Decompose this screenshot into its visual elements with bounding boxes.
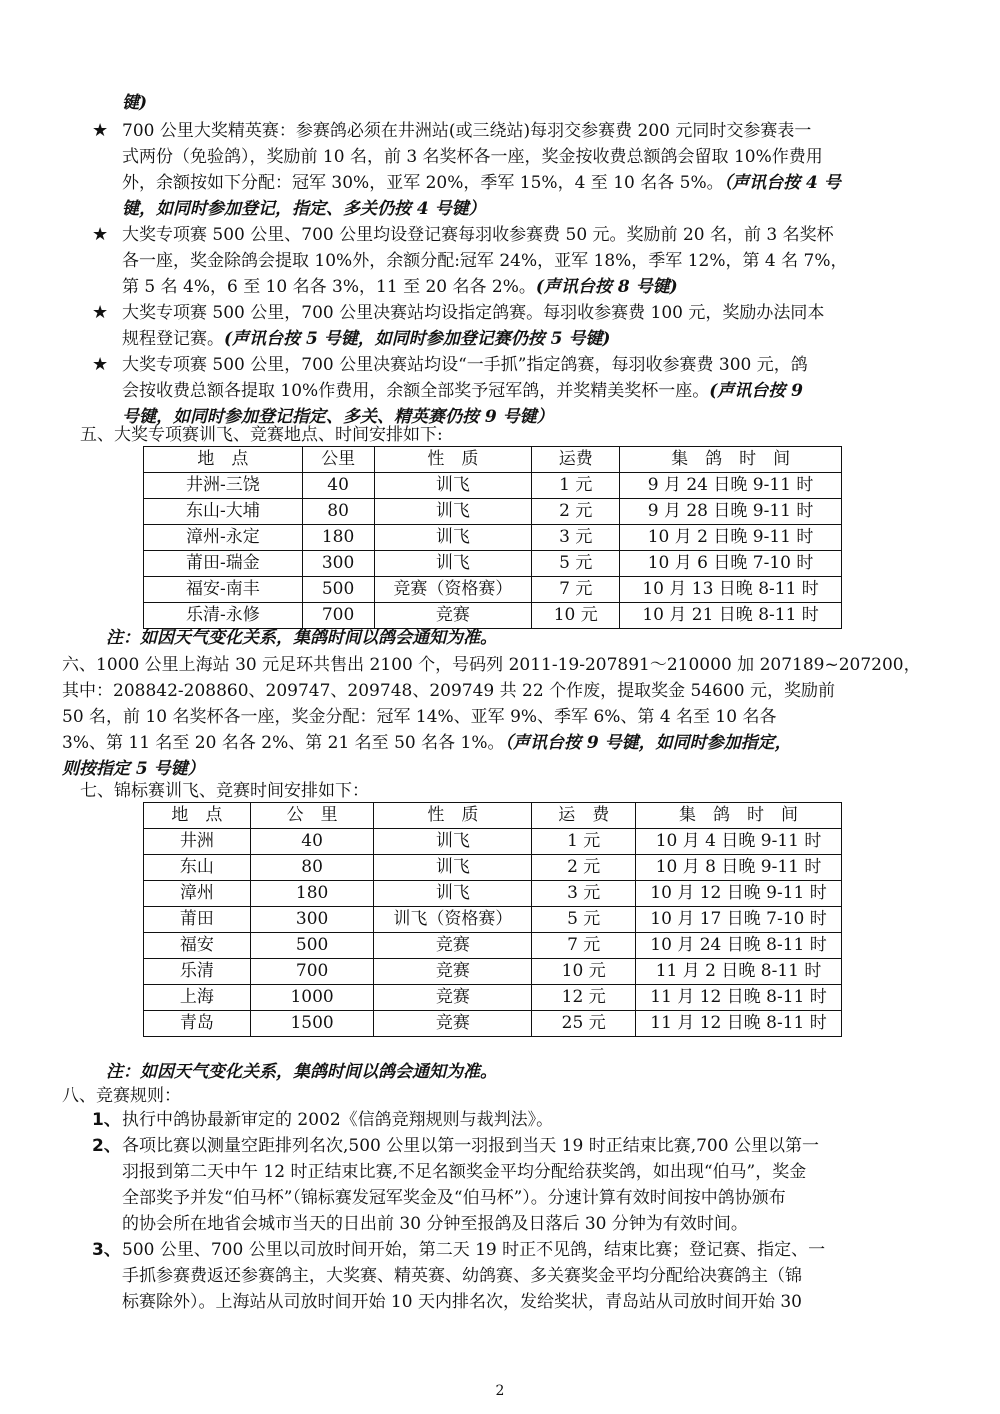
table-7-note: 注：如因天气变化关系，集鸽时间以鸽会通知为准。	[106, 1062, 497, 1082]
table-cell: 乐清	[144, 959, 251, 985]
table-row	[144, 603, 842, 629]
table-cell: 10 月 4 日晚 9-11 时	[636, 829, 842, 855]
table-cell: 井洲	[144, 829, 251, 855]
table-header-row	[144, 447, 842, 473]
table-row	[144, 499, 842, 525]
table-cell: 11 月 12 日晚 8-11 时	[636, 1011, 842, 1037]
table-cell: 3 元	[532, 525, 620, 551]
table-cell: 竞赛	[374, 985, 532, 1011]
table-cell: 3 元	[532, 881, 636, 907]
table-cell: 300	[302, 551, 374, 577]
table-cell: 竞赛	[374, 933, 532, 959]
table-cell: 500	[302, 577, 374, 603]
header-cell: 集 鸽 时 间	[636, 803, 842, 829]
table-cell: 7 元	[532, 577, 620, 603]
schedule-table-5	[143, 446, 842, 629]
table-cell: 5 元	[532, 907, 636, 933]
table-cell: 训飞	[374, 499, 532, 525]
section-6-line: 其中：208842-208860、209747、209748、209749 共 22 个作废，提取奖金 54600 元，奖励前	[62, 681, 835, 701]
rule-line: 500 公里、700 公里以司放时间开始，第二天 19 时正不见鸽，结束比赛；登记赛、指定、一	[122, 1240, 826, 1260]
table-cell: 10 月 6 日晚 7-10 时	[620, 551, 842, 577]
header-cell: 集 鸽 时 间	[620, 447, 842, 473]
table-cell: 1 元	[532, 829, 636, 855]
bullet-line: 式两份（免验鸽），奖励前 10 名，前 3 名奖杯各一座，奖金按收费总额鸽会留取 10%作费用	[122, 147, 823, 167]
table-row	[144, 525, 842, 551]
table-row	[144, 551, 842, 577]
table-header-row	[144, 803, 842, 829]
page-number: 2	[495, 1383, 505, 1399]
bullet-line: 大奖专项赛 500 公里、700 公里均设登记赛每羽收参赛费 50 元。奖励前 20 名，前 3 名奖杯	[122, 225, 834, 245]
section-6-line: 3%、第 11 名至 20 名各 2%、第 21 名至 50 名各 1%。（声讯台按 9 号键，如同时参加指定，	[62, 733, 792, 753]
table-row	[144, 933, 842, 959]
table-cell: 竞赛	[374, 959, 532, 985]
table-cell: 1500	[250, 1011, 374, 1037]
table-cell: 福安	[144, 933, 251, 959]
schedule-table-7	[143, 802, 842, 1037]
table-cell: 漳州-永定	[144, 525, 303, 551]
table-cell: 漳州	[144, 881, 251, 907]
table-cell: 9 月 24 日晚 9-11 时	[620, 473, 842, 499]
header-cell: 运 费	[532, 803, 636, 829]
table-cell: 180	[302, 525, 374, 551]
table-row	[144, 1011, 842, 1037]
table-cell: 训飞	[374, 855, 532, 881]
table-cell: 训飞	[374, 829, 532, 855]
rule-number: 3、	[92, 1240, 121, 1260]
table-cell: 10 月 13 日晚 8-11 时	[620, 577, 842, 603]
table-cell: 11 月 2 日晚 8-11 时	[636, 959, 842, 985]
bullet-line: 键，如同时参加登记，指定、多关仍按 4 号键）	[122, 199, 486, 219]
table-cell: 训飞	[374, 551, 532, 577]
table-cell: 25 元	[532, 1011, 636, 1037]
rule-line: 的协会所在地省会城市当天的日出前 30 分钟至报鸽及日落后 30 分钟为有效时间。	[122, 1214, 748, 1234]
table-cell: 5 元	[532, 551, 620, 577]
bullet-line: 外，余额按如下分配：冠军 30%，亚军 20%，季军 15%，4 至 10 名各 5%。（声讯台按 4 号	[122, 173, 841, 193]
bullet-line: 规程登记赛。(声讯台按 5 号键，如同时参加登记赛仍按 5 号键)	[122, 329, 611, 349]
continuation-text: 键)	[122, 93, 148, 113]
header-cell: 运费	[532, 447, 620, 473]
table-cell: 2 元	[532, 855, 636, 881]
section-6-line: 则按指定 5 号键）	[62, 759, 205, 779]
rule-line: 手抓参赛费返还参赛鸽主，大奖赛、精英赛、幼鸽赛、多关赛奖金平均分配给决赛鸽主（锦	[122, 1266, 802, 1286]
table-cell: 500	[250, 933, 374, 959]
header-cell: 地 点	[144, 803, 251, 829]
rule-line: 执行中鸽协最新审定的 2002《信鸽竞翔规则与裁判法》。	[122, 1110, 554, 1130]
table-row	[144, 907, 842, 933]
table-cell: 莆田-瑞金	[144, 551, 303, 577]
table-cell: 10 月 2 日晚 9-11 时	[620, 525, 842, 551]
section-8-title: 八、竞赛规则：	[62, 1086, 181, 1106]
table-cell: 300	[250, 907, 374, 933]
rule-line: 全部奖予并发“伯马杯”（锦标赛发冠军奖金及“伯马杯”）。分速计算有效时间按中鸽协颁布	[122, 1188, 786, 1208]
table-cell: 上海	[144, 985, 251, 1011]
table-5-note: 注：如因天气变化关系，集鸽时间以鸽会通知为准。	[106, 628, 497, 648]
table-row	[144, 985, 842, 1011]
table-cell: 竞赛	[374, 1011, 532, 1037]
table-cell: 10 月 12 日晚 9-11 时	[636, 881, 842, 907]
table-cell: 训飞（资格赛）	[374, 907, 532, 933]
header-cell: 性 质	[374, 803, 532, 829]
table-cell: 竞赛（资格赛）	[374, 577, 532, 603]
table-cell: 10 月 24 日晚 8-11 时	[636, 933, 842, 959]
section-5-title: 五、大奖专项赛训飞、竞赛地点、时间安排如下:	[80, 425, 443, 445]
bullet-line: 大奖专项赛 500 公里，700 公里决赛站均设“一手抓”指定鸽赛，每羽收参赛费 300 元，鸽	[122, 355, 808, 375]
table-cell: 700	[250, 959, 374, 985]
table-cell: 10 元	[532, 959, 636, 985]
table-cell: 东山	[144, 855, 251, 881]
star-icon: ★	[92, 224, 109, 245]
table-cell: 700	[302, 603, 374, 629]
table-cell: 1 元	[532, 473, 620, 499]
table-cell: 井洲-三饶	[144, 473, 303, 499]
table-cell: 12 元	[532, 985, 636, 1011]
table-cell: 10 月 8 日晚 9-11 时	[636, 855, 842, 881]
table-cell: 10 月 21 日晚 8-11 时	[620, 603, 842, 629]
rule-line: 各项比赛以测量空距排列名次,500 公里以第一羽报到当天 19 时正结束比赛,700 公里以第一	[122, 1136, 819, 1156]
star-icon: ★	[92, 120, 109, 141]
table-cell: 10 元	[532, 603, 620, 629]
header-cell: 公 里	[250, 803, 374, 829]
table-cell: 东山-大埔	[144, 499, 303, 525]
header-cell: 公里	[302, 447, 374, 473]
star-icon: ★	[92, 354, 109, 375]
table-row	[144, 577, 842, 603]
table-cell: 10 月 17 日晚 7-10 时	[636, 907, 842, 933]
bullet-line: 700 公里大奖精英赛：参赛鸽必须在井洲站(或三绕站)每羽交参赛费 200 元同时交参赛表一	[122, 121, 812, 141]
table-cell: 7 元	[532, 933, 636, 959]
star-icon: ★	[92, 302, 109, 323]
section-7-title: 七、锦标赛训飞、竞赛时间安排如下：	[80, 781, 369, 801]
rule-line: 羽报到第二天中午 12 时正结束比赛,不足名额奖金平均分配给获奖鸽，如出现“伯马”，奖金	[122, 1162, 807, 1182]
table-cell: 莆田	[144, 907, 251, 933]
table-cell: 青岛	[144, 1011, 251, 1037]
table-cell: 福安-南丰	[144, 577, 303, 603]
bullet-line: 大奖专项赛 500 公里，700 公里决赛站均设指定鸽赛。每羽收参赛费 100 元，奖励办法同本	[122, 303, 825, 323]
table-cell: 2 元	[532, 499, 620, 525]
rule-number: 2、	[92, 1136, 121, 1156]
section-6-line: 六、1000 公里上海站 30 元足环共售出 2100 个，号码列 2011-19-207891～210000 加 207189~207200，	[62, 655, 921, 675]
rule-line: 标赛除外）。上海站从司放时间开始 10 天内排名次，发给奖状，青岛站从司放时间开始 30	[122, 1292, 802, 1312]
table-cell: 40	[302, 473, 374, 499]
table-row	[144, 881, 842, 907]
table-cell: 训飞	[374, 473, 532, 499]
table-cell: 1000	[250, 985, 374, 1011]
table-cell: 训飞	[374, 525, 532, 551]
table-cell: 11 月 12 日晚 8-11 时	[636, 985, 842, 1011]
section-6-line: 50 名，前 10 名奖杯各一座，奖金分配：冠军 14%、亚军 9%、季军 6%、第 4 名至 10 名各	[62, 707, 777, 727]
table-cell: 80	[302, 499, 374, 525]
table-cell: 40	[250, 829, 374, 855]
bullet-line: 第 5 名 4%，6 至 10 名各 3%，11 至 20 名各 2%。(声讯台按 8 号键)	[122, 277, 678, 297]
header-cell: 地 点	[144, 447, 303, 473]
table-cell: 9 月 28 日晚 9-11 时	[620, 499, 842, 525]
table-cell: 竞赛	[374, 603, 532, 629]
bullet-line: 会按收费总额各提取 10%作费用，余额全部奖予冠军鸽，并奖精美奖杯一座。(声讯台按 9	[122, 381, 803, 401]
header-cell: 性 质	[374, 447, 532, 473]
table-row	[144, 829, 842, 855]
table-cell: 80	[250, 855, 374, 881]
table-cell: 训飞	[374, 881, 532, 907]
table-cell: 180	[250, 881, 374, 907]
table-row	[144, 959, 842, 985]
rule-number: 1、	[92, 1110, 121, 1130]
table-cell: 乐清-永修	[144, 603, 303, 629]
bullet-line: 号键，如同时参加登记指定、多关、精英赛仍按 9 号键）	[122, 407, 554, 427]
bullet-line: 各一座，奖金除鸽会提取 10%外，余额分配:冠军 24%，亚军 18%，季军 12%，第 4 名 7%，	[122, 251, 848, 271]
table-row	[144, 855, 842, 881]
table-row	[144, 473, 842, 499]
